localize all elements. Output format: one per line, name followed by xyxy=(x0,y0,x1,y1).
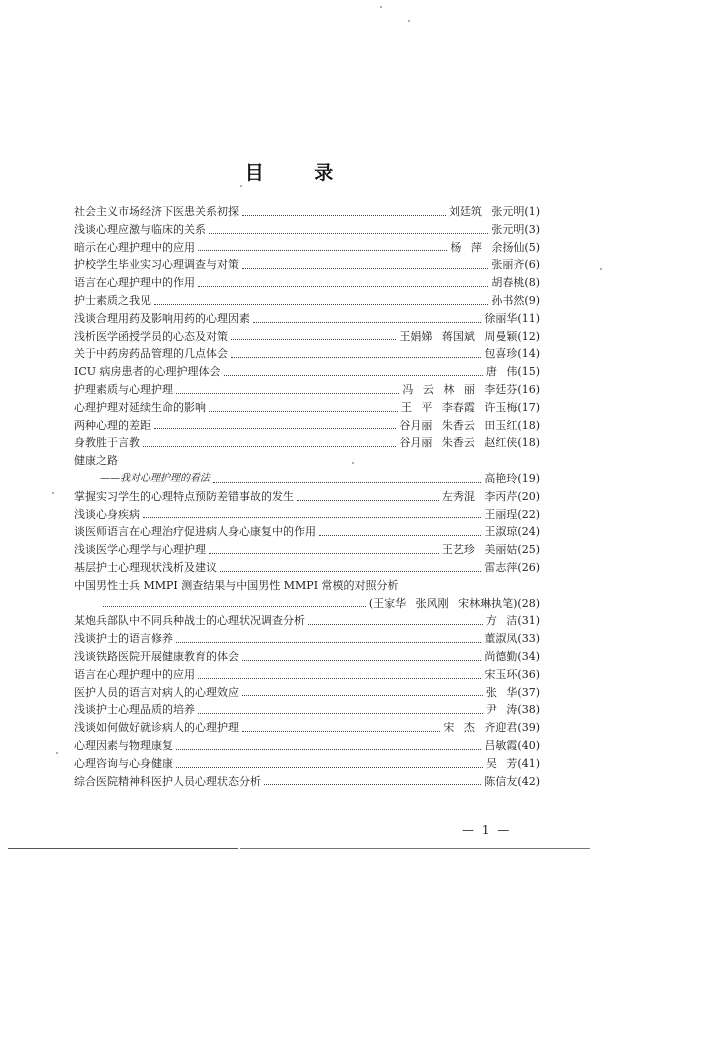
toc-entry-author: 王 平 李春霞 许玉梅(17) xyxy=(400,400,540,414)
toc-entry-author: 尚德勤(34) xyxy=(484,649,540,663)
leader-dots xyxy=(209,552,439,554)
toc-entry-title: 身教胜于言教 xyxy=(74,436,140,450)
toc-entry xyxy=(74,381,540,399)
toc-entry-author: 尹 涛(38) xyxy=(485,703,540,717)
toc-entry xyxy=(74,523,540,541)
toc-entry xyxy=(74,773,540,791)
toc-entry xyxy=(74,666,540,684)
toc-entry xyxy=(74,399,540,417)
toc-entry-row xyxy=(74,630,540,648)
toc-entry-author: 董淑凤(33) xyxy=(484,632,540,646)
leader-dots xyxy=(176,766,483,768)
toc-entry xyxy=(74,630,540,648)
toc-entry-row xyxy=(74,434,540,452)
toc-entry-author: 孙书然(9) xyxy=(491,293,540,307)
leader-dots xyxy=(253,321,481,323)
toc-entry xyxy=(74,595,540,613)
toc-entry xyxy=(74,506,540,524)
toc-entry-row xyxy=(74,363,540,381)
table-of-contents xyxy=(74,203,540,790)
toc-entry xyxy=(74,684,540,702)
toc-entry-author: 谷月丽 朱香云 田玉红(18) xyxy=(399,418,540,432)
toc-entry-row xyxy=(74,523,540,541)
scan-speck xyxy=(380,6,382,8)
toc-entry-author: 谷月丽 朱香云 赵红侠(18) xyxy=(399,436,540,450)
toc-entry-title: 健康之路 xyxy=(74,454,118,468)
toc-entry-row xyxy=(74,328,540,346)
toc-entry-author: 宋 杰 齐迎君(39) xyxy=(443,721,540,735)
toc-entry xyxy=(74,648,540,666)
toc-entry xyxy=(74,203,540,221)
toc-entry-title: 浅谈护士的语言修养 xyxy=(74,632,173,646)
toc-entry-row xyxy=(74,666,540,684)
toc-entry-title: 浅谈心理应激与临床的关系 xyxy=(74,222,206,236)
toc-entry-author: 张 华(37) xyxy=(485,685,540,699)
leader-dots xyxy=(154,303,488,305)
toc-entry-author: 王淑琼(24) xyxy=(484,525,540,539)
toc-entry-title: 医护人员的语言对病人的心理效应 xyxy=(74,685,239,699)
toc-entry-author: 胡春桃(8) xyxy=(491,276,540,290)
toc-entry-author: 吴 芳(41) xyxy=(485,756,540,770)
leader-dots xyxy=(242,694,483,696)
toc-entry-row xyxy=(74,648,540,666)
toc-entry-row xyxy=(74,737,540,755)
leader-dots xyxy=(242,267,488,269)
toc-entry-title: 某炮兵部队中不同兵种战士的心理状况调查分析 xyxy=(74,614,305,628)
toc-entry xyxy=(74,310,540,328)
toc-entry xyxy=(74,755,540,773)
leader-dots xyxy=(198,249,447,251)
leader-dots xyxy=(242,730,440,732)
leader-dots xyxy=(154,427,396,429)
toc-entry-title: 护士素质之我见 xyxy=(74,293,151,307)
leader-dots xyxy=(264,783,481,785)
leader-dots xyxy=(176,641,481,643)
toc-entry-title: 暗示在心理护理中的应用 xyxy=(74,240,195,254)
toc-entry xyxy=(74,221,540,239)
page-title: 目 录 xyxy=(244,162,356,184)
toc-entry-author: 宋玉环(36) xyxy=(484,667,540,681)
toc-entry-author: (王家华 张风刚 宋林琳执笔)(28) xyxy=(368,596,540,610)
toc-entry-row xyxy=(74,256,540,274)
scan-speck xyxy=(408,20,410,22)
toc-entry-title: 浅谈心身疾病 xyxy=(74,507,140,521)
toc-entry-title: ——我对心理护理的看法 xyxy=(100,472,210,484)
toc-entry-row xyxy=(74,595,540,613)
leader-dots xyxy=(308,623,483,625)
toc-entry-title: 谈医师语言在心理治疗促进病人身心康复中的作用 xyxy=(74,525,316,539)
bottom-rule-right xyxy=(240,848,590,849)
leader-dots xyxy=(198,712,483,714)
toc-entry-row xyxy=(74,310,540,328)
toc-entry-title: 社会主义市场经济下医患关系初探 xyxy=(74,205,239,218)
toc-entry-title: ICU 病房患者的心理护理体会 xyxy=(74,365,221,379)
toc-entry xyxy=(74,363,540,381)
toc-entry xyxy=(74,452,540,470)
toc-entry-author: 王丽珵(22) xyxy=(484,507,540,521)
leader-dots xyxy=(231,338,396,340)
toc-entry-title: 浅谈医学心理学与心理护理 xyxy=(74,543,206,557)
toc-entry-title: 语言在心理护理中的作用 xyxy=(74,276,195,290)
toc-entry-row xyxy=(74,417,540,435)
toc-entry-author: 方 洁(31) xyxy=(485,614,540,628)
toc-entry-row xyxy=(74,684,540,702)
toc-entry-title: 掌握实习学生的心理特点预防差错事故的发生 xyxy=(74,489,294,503)
toc-entry xyxy=(74,274,540,292)
toc-entry-author: 刘廷筑 张元明(1) xyxy=(448,205,540,218)
toc-entry-title: 浅析医学函授学员的心态及对策 xyxy=(74,329,228,343)
leader-dots xyxy=(213,481,481,483)
toc-entry-row xyxy=(74,292,540,310)
leader-dots xyxy=(198,677,481,679)
toc-entry-author: 唐 伟(15) xyxy=(485,365,540,379)
leader-dots xyxy=(242,659,481,661)
toc-entry-author: 杨 萍 余扬仙(5) xyxy=(450,240,540,254)
toc-entry xyxy=(74,434,540,452)
leader-dots xyxy=(103,605,366,607)
leader-dots xyxy=(224,374,483,376)
leader-dots xyxy=(143,516,481,518)
toc-entry-title: 浅谈护士心理品质的培养 xyxy=(74,703,195,717)
toc-entry xyxy=(74,737,540,755)
toc-entry-row xyxy=(74,701,540,719)
toc-entry xyxy=(74,417,540,435)
scan-speck xyxy=(352,462,354,464)
toc-entry-row xyxy=(74,541,540,559)
leader-dots xyxy=(176,748,481,750)
leader-dots xyxy=(143,445,396,447)
toc-entry-title: 心理因素与物理康复 xyxy=(74,738,173,752)
toc-entry-author: 张丽齐(6) xyxy=(491,258,540,272)
leader-dots xyxy=(198,285,488,287)
leader-dots xyxy=(242,214,446,216)
toc-entry-author: 包喜珍(14) xyxy=(484,347,540,361)
toc-entry-title: 两种心理的差距 xyxy=(74,418,151,432)
toc-entry-title: 心理咨询与心身健康 xyxy=(74,756,173,770)
toc-entry-author: 吕敏霞(40) xyxy=(484,738,540,752)
toc-entry-author: 陈信友(42) xyxy=(484,774,540,788)
toc-entry-row xyxy=(74,345,540,363)
toc-entry-title: 浅谈合理用药及影响用药的心理因素 xyxy=(74,311,250,325)
toc-entry xyxy=(74,239,540,257)
toc-entry-title: 护理素质与心理护理 xyxy=(74,382,173,396)
toc-entry-title: 语言在心理护理中的应用 xyxy=(74,667,195,681)
toc-entry-title: 综合医院精神科医护人员心理状态分析 xyxy=(74,774,261,788)
toc-entry-title: 关于中药房药品管理的几点体会 xyxy=(74,347,228,361)
toc-entry-row xyxy=(74,612,540,630)
toc-entry-author: 冯 云 林 丽 李廷芬(16) xyxy=(402,382,540,396)
leader-dots xyxy=(220,570,481,572)
scan-speck xyxy=(600,268,602,270)
toc-entry xyxy=(74,612,540,630)
toc-entry-row xyxy=(74,274,540,292)
leader-dots xyxy=(209,410,398,412)
toc-entry-row xyxy=(74,506,540,524)
toc-entry xyxy=(74,292,540,310)
toc-entry-title: 浅谈铁路医院开展健康教育的体会 xyxy=(74,649,239,663)
toc-entry-title: 中国男性士兵 MMPI 测查结果与中国男性 MMPI 常模的对照分析 xyxy=(74,578,399,592)
leader-dots xyxy=(209,232,488,234)
toc-entry-row xyxy=(74,488,540,506)
bottom-rule-left xyxy=(8,848,238,849)
toc-entry xyxy=(74,701,540,719)
toc-entry-author: 雷志萍(26) xyxy=(484,560,540,574)
toc-entry-row xyxy=(74,221,540,239)
leader-dots xyxy=(297,499,439,501)
toc-entry-author: 张元明(3) xyxy=(491,222,540,236)
toc-entry-row xyxy=(74,381,540,399)
toc-entry-author: 王娟娣 蒋国斌 周曼颖(12) xyxy=(399,329,540,343)
toc-entry xyxy=(74,470,540,488)
toc-entry-row xyxy=(74,755,540,773)
scan-speck xyxy=(56,752,58,754)
toc-entry-author: 高艳玲(19) xyxy=(484,471,540,485)
leader-dots xyxy=(231,356,481,358)
toc-entry-title: 浅谈如何做好就诊病人的心理护理 xyxy=(74,721,239,735)
toc-entry-row xyxy=(74,719,540,737)
toc-entry-author: 王艺珍 美丽姑(25) xyxy=(441,543,540,557)
leader-dots xyxy=(176,392,399,394)
toc-entry-row xyxy=(74,203,540,221)
scan-speck xyxy=(52,492,54,494)
toc-entry-author: 左秀混 李丙芹(20) xyxy=(441,489,540,503)
toc-entry-row xyxy=(74,773,540,791)
toc-entry-row xyxy=(74,470,540,488)
toc-entry-title: 基层护士心理现状浅析及建议 xyxy=(74,560,217,574)
toc-entry xyxy=(74,719,540,737)
toc-entry-author: 徐丽华(11) xyxy=(484,311,540,325)
toc-entry xyxy=(74,328,540,346)
page-number: — 1 — xyxy=(462,823,512,837)
toc-entry-row xyxy=(74,559,540,577)
toc-entry-title: 护校学生毕业实习心理调查与对策 xyxy=(74,258,239,272)
leader-dots xyxy=(319,534,481,536)
toc-entry xyxy=(74,345,540,363)
toc-entry xyxy=(74,559,540,577)
toc-entry-row xyxy=(74,239,540,257)
toc-entry xyxy=(74,577,540,595)
toc-entry xyxy=(74,541,540,559)
toc-entry-row xyxy=(74,399,540,417)
toc-entry xyxy=(74,488,540,506)
scan-speck xyxy=(240,185,242,187)
toc-entry-title: 心理护理对延续生命的影响 xyxy=(74,400,206,414)
toc-entry xyxy=(74,256,540,274)
